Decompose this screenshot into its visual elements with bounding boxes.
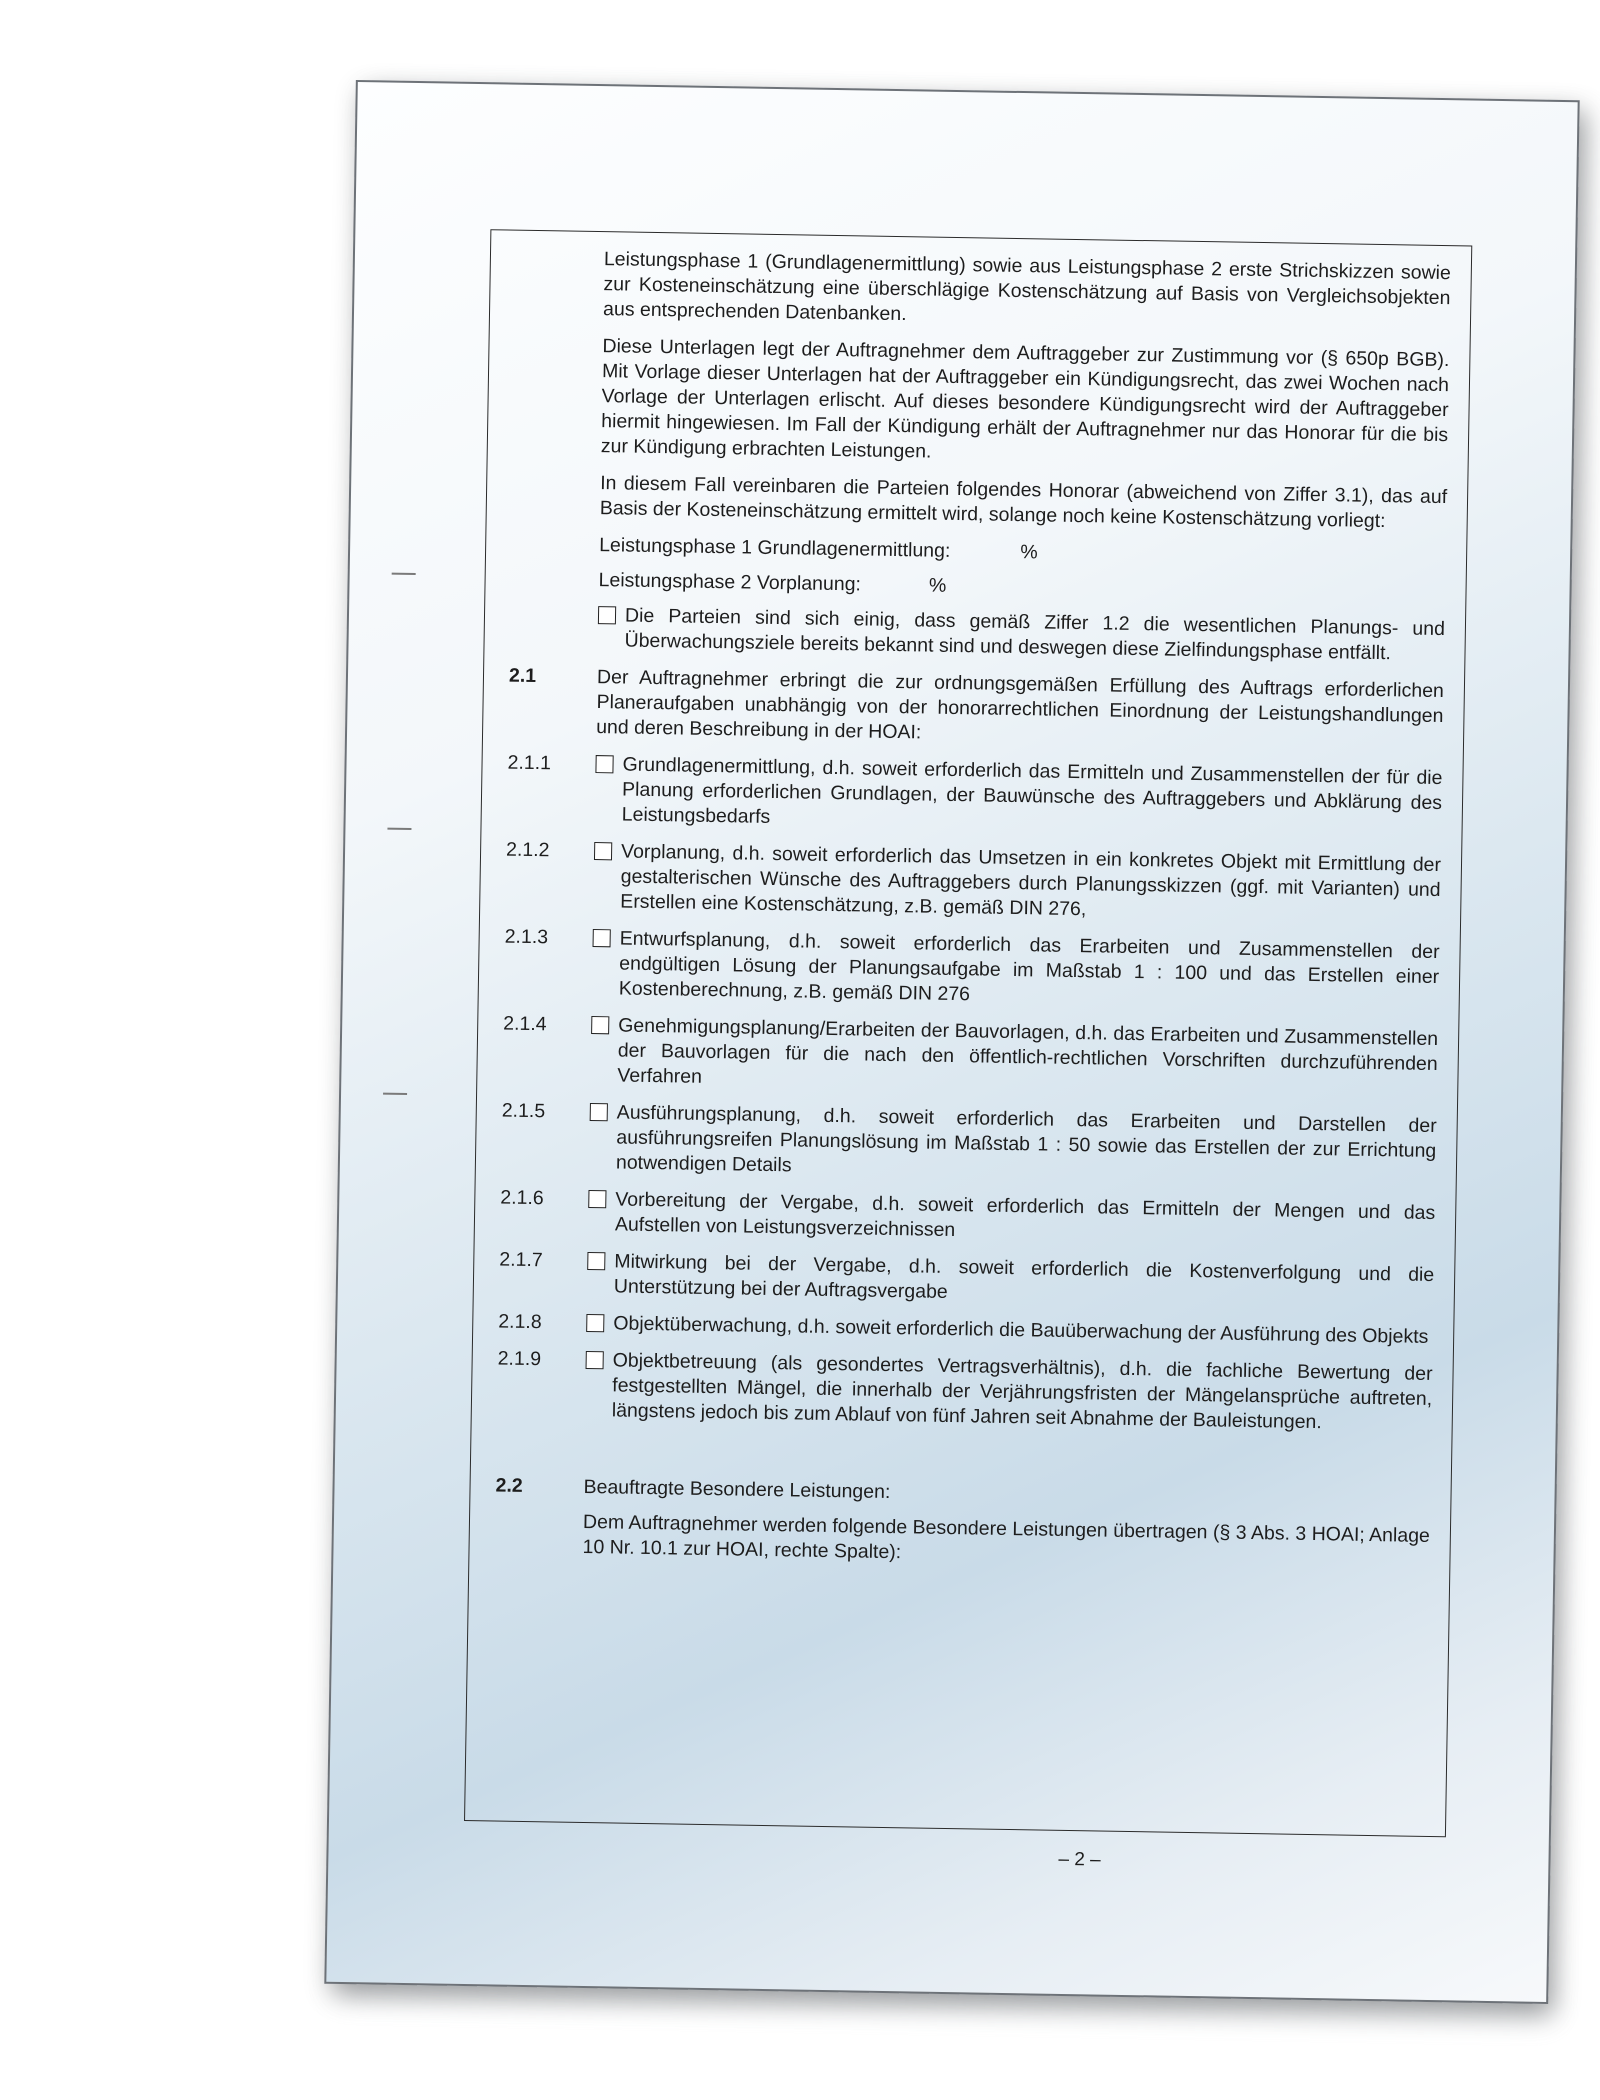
item-text: Mitwirkung bei der Vergabe, d.h. soweit erforderlich die Kostenverfolgung und die Unterstützung bei der Auftragsvergabe [613,1250,1435,1303]
item-checkbox[interactable] [591,1016,609,1034]
section-number: 2.1 [508,664,537,688]
punch-mark-bottom [383,1093,407,1095]
phase-1-percent: % [1020,541,1038,564]
item-number: 2.1.5 [501,1099,546,1123]
punch-mark-top [392,573,416,575]
item-text: Genehmigungsplanung/Erarbeiten der Bauvorlagen, d.h. das Erarbeiten und Zusammenstellen der Bauvorlagen für die nach den öffentlich-rechtlichen Vorschriften durchzuführenden Verfahren [617,1014,1439,1088]
item-text: Objektbetreuung (als gesondertes Vertragsverhältnis), d.h. die fachliche Bewertung der festgestellten Mängel, die innerhalb der Verjährungsfristen der Mängelansprüche auftreten, längstens jedoch bis zum Ablauf von fünf Jahren seit Abnahme der Bauleistungen. [611,1349,1433,1434]
item-number: 2.1.3 [504,925,549,949]
item-text: Vorplanung, d.h. soweit erforderlich das Umsetzen in ein konkretes Objekt mit Ermittlung der gestalterischen Wünsche des Auftraggebers durch Planungsskizzen (ggf. mit Varianten) und Erstellen eine Kostenschätzung, z.B. gemäß DIN 276, [620,840,1442,921]
item-number: 2.1.4 [503,1012,547,1036]
item-2-1-3 [504,925,1440,1015]
intro-paragraph-1: Leistungsphase 1 (Grundlagenermittlung) sowie aus Leistungsphase 2 erste Strichskizzen sowie zur Kosteneinschätzung eine überschlägige Kostenschätzung auf Basis von Vergleichsobjekten aus entsprechenden Datenbanken. [602,248,1451,326]
item-number: 2.1.6 [500,1186,544,1210]
item-checkbox[interactable] [587,1252,605,1270]
item-2-1-1 [507,751,1443,841]
section-heading: Beauftragte Besondere Leistungen: [583,1475,891,1504]
item-2-1-5 [501,1099,1437,1189]
item-number: 2.1.2 [505,838,550,862]
item-text: Ausführungsplanung, d.h. soweit erforderlich das Erarbeiten und Darstellen der ausführungsreifen Planungslösung im Maßstab 1 : 50 sowie das Erstellen der zur Errichtung notwendigen Details [615,1101,1437,1177]
page-number: – 2 – [1058,1848,1101,1871]
section-2-1 [508,664,1444,754]
item-2-1-9 [497,1347,1433,1437]
item-checkbox[interactable] [590,1103,608,1121]
agreement-text: Die Parteien sind sich einig, dass gemäß Ziffer 1.2 die wesentlichen Planungs- und Überwachungsziele bereits bekannt sind und deswegen diese Zielfindungsphase entfällt. [624,604,1446,665]
item-number: 2.1.1 [507,751,552,775]
intro-paragraph-2: Diese Unterlagen legt der Auftragnehmer dem Auftraggeber zur Zustimmung vor (§ 650p BGB). Mit Vorlage dieser Unterlagen hat der Auftraggeber ein Kündigungsrecht, das zwei Wochen nach Vorlage der Unterlagen erlischt. Auf dieses besondere Kündigungsrecht wird der Auftraggeber hiermit hingewiesen. Im Fall der Kündigung erhält der Auftragnehmer nur das Honorar für die bis zur Kündigung erbrachten Leistungen. [600,335,1450,463]
section-text: Der Auftragnehmer erbringt die zur ordnungsgemäßen Erfüllung des Auftrags erforderlichen Planeraufgaben unabhängig von der honorarrechtlichen Einordnung der Leistungshandlungen und deren Beschreibung in der HOAI: [595,666,1445,744]
item-checkbox[interactable] [593,929,611,947]
phase-line-1 [599,533,1446,572]
item-checkbox[interactable] [586,1351,604,1369]
item-number: 2.1.9 [497,1347,542,1371]
phase-line-2 [598,568,1445,607]
item-2-1-4 [502,1012,1438,1102]
intro-paragraph-3: In diesem Fall vereinbaren die Parteien folgendes Honorar (abweichend von Ziffer 3.1), das auf Basis der Kosteneinschätzung ermittelt wird, solange noch keine Kostenschätzung vorliegt: [599,472,1448,533]
item-text: Vorbereitung der Vergabe, d.h. soweit erforderlich das Ermitteln der Mengen und das Aufstellen von Leistungsverzeichnissen [614,1188,1436,1242]
agreement-row [509,602,1445,667]
section-number: 2.2 [495,1474,523,1497]
phase-2-label: Leistungsphase 2 Vorplanung: [598,569,862,596]
document-page [324,80,1579,2004]
item-number: 2.1.7 [499,1248,543,1272]
item-text: Entwurfsplanung, d.h. soweit erforderlich das Erarbeiten und Zusammenstellen der endgültigen Lösung der Planungsaufgabe im Maßstab 1 : 100 und das Erstellen einer Kostenberechnung, z.B. gemäß DIN 276 [618,927,1440,1006]
item-2-1-2 [505,838,1441,928]
punch-mark-middle [387,828,411,830]
item-checkbox[interactable] [588,1190,606,1208]
item-checkbox[interactable] [594,842,612,860]
section-2-2 [494,1473,1430,1573]
item-2-1-8 [498,1310,1433,1350]
phase-1-label: Leistungsphase 1 Grundlagenermittlung: [599,534,951,562]
phase-2-percent: % [928,574,947,597]
item-2-1-6 [500,1186,1436,1251]
item-number: 2.1.8 [498,1310,542,1334]
item-text: Grundlagenermittlung, d.h. soweit erforderlich das Ermitteln und Zusammenstellen der für die Planung erforderlichen Grundlagen, der Bauwünsche des Auftraggebers und Abklärung des Leistungsbedarfs [621,753,1443,828]
content-frame [464,229,1472,1837]
section-text: Dem Auftragnehmer werden folgende Besondere Leistungen übertragen (§ 3 Abs. 3 HOAI; Anlage 10 Nr. 10.1 zur HOAI, rechte Spalte): [582,1510,1431,1564]
item-text: Objektüberwachung, d.h. soweit erforderlich die Bauüberwachung der Ausführung des Objekts [613,1312,1429,1348]
document-text [494,246,1451,1586]
agreement-checkbox[interactable] [598,606,616,624]
item-checkbox[interactable] [586,1314,604,1332]
item-2-1-7 [499,1248,1435,1313]
item-checkbox[interactable] [595,755,613,773]
